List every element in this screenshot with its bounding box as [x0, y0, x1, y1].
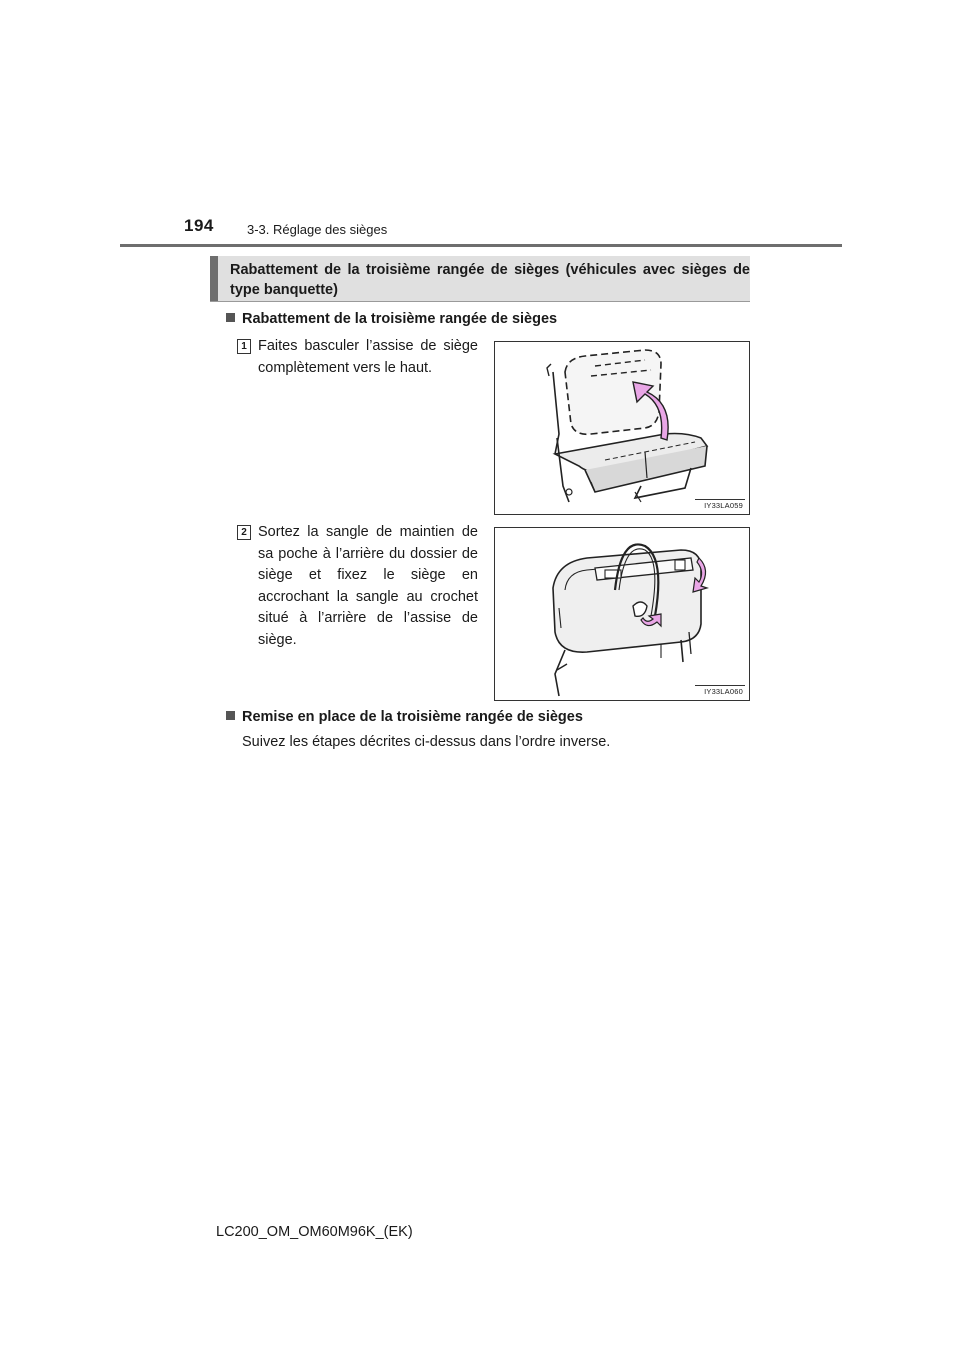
figure-caption-rule	[695, 685, 745, 686]
step-1-text: Faites basculer l’assise de siège complètement vers le haut.	[258, 338, 478, 376]
page-number: 194	[184, 216, 214, 235]
strap-hook-illustration	[495, 528, 749, 700]
step-number-1: 1	[237, 339, 251, 354]
returning-text: Suivez les étapes décrites ci-dessus dans l’ordre inverse.	[242, 734, 611, 750]
seat-cushion-tilt-illustration	[495, 342, 749, 514]
section-title: 3-3. Réglage des sièges	[247, 222, 388, 237]
figure-seat-cushion-tilt	[494, 341, 750, 515]
header-rule	[120, 244, 842, 247]
subheading-folding	[226, 311, 557, 327]
figure-caption-rule	[695, 499, 745, 500]
figure-caption-2: IY33LA060	[704, 687, 743, 696]
subheading-returning	[226, 709, 583, 725]
square-bullet-icon	[226, 711, 235, 720]
subheading-returning-text: Remise en place de la troisième rangée de sièges	[242, 709, 583, 725]
section-heading-box	[210, 256, 750, 301]
section-heading: Rabattement de la troisième rangée de sièges (véhicules avec sièges de type banquette)	[230, 262, 750, 298]
figure-caption-1: IY33LA059	[704, 501, 743, 510]
figure-strap-hook	[494, 527, 750, 701]
step-2-text: Sortez la sangle de maintien de sa poche à l’arrière du dossier de siège et fixez le siège en accrochant la sangle au crochet situé à l’arrière de l’assise de siège.	[258, 524, 478, 648]
square-bullet-icon	[226, 313, 235, 322]
subheading-folding-text: Rabattement de la troisième rangée de sièges	[242, 311, 558, 327]
step-number-2: 2	[237, 525, 251, 540]
heading-rule	[210, 301, 750, 302]
footer-code: LC200_OM_OM60M96K_(EK)	[216, 1224, 413, 1240]
